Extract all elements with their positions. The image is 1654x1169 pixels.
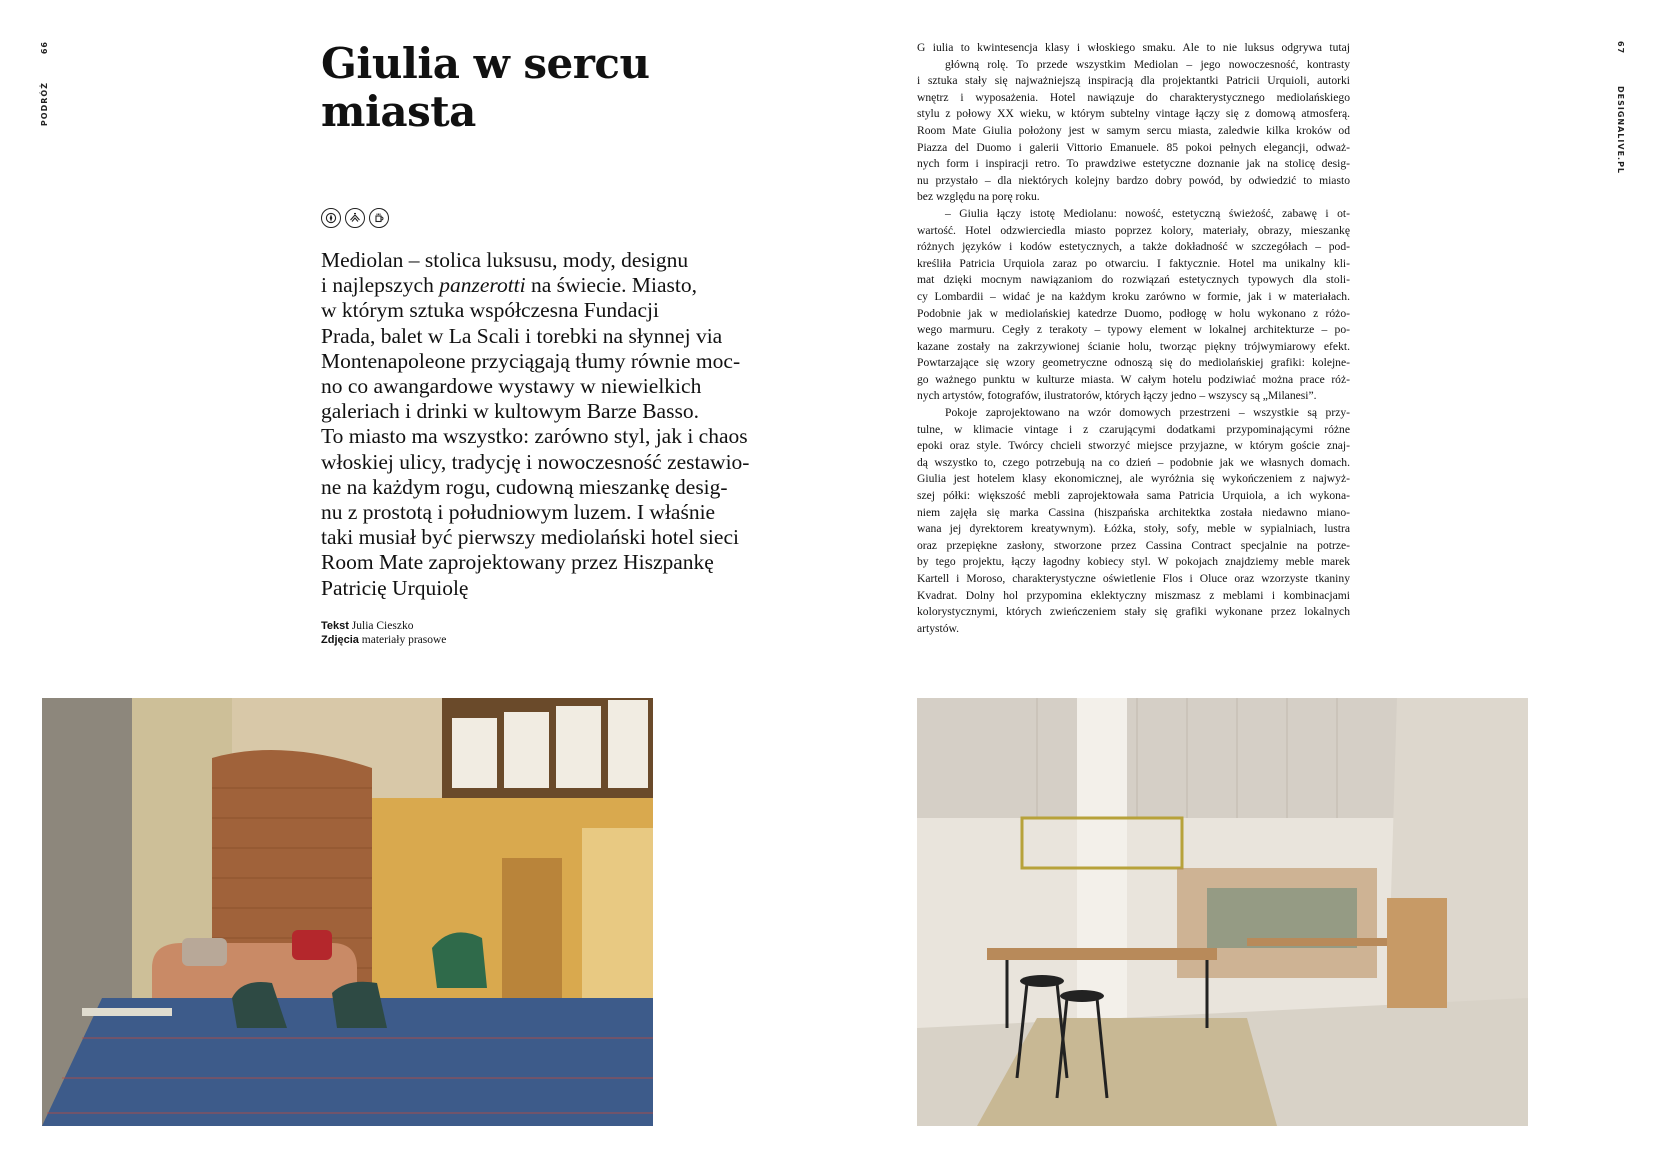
body-line: i sztuka stały się najważniejszą inspiracją dla projektantki Patricii Urquioli, autorki [917, 74, 1350, 88]
site-label: DESIGNALIVE.PL [1616, 86, 1625, 175]
category-icons [321, 208, 389, 228]
body-line: Kvadrat. Dolny hol przypomina eklektyczny miszmasz z meblami i kombinacjami [917, 588, 1350, 602]
article-title [321, 40, 650, 136]
body-line: niem zajęła się marka Cassina (hiszpańska architektka została niedawno miano- [917, 505, 1350, 519]
lead-line: Patricię Urquiolę [321, 575, 469, 600]
lead-line: nu z prostotą i południowym luzem. I właśnie [321, 500, 716, 525]
lead-line: galeriach i drinki w kultowym Barze Basso. [321, 399, 699, 424]
body-line: Powtarzające się wzory geometryczne odnoszą się do mediolańskiej grafiki: kolejne- [917, 356, 1350, 370]
page-number-right: 67 [1616, 41, 1625, 55]
body-line: wartość. Hotel odzwierciedla miasto poprzez kolory, materiały, obrazy, mieszankę [917, 223, 1350, 237]
body-line: mat dzięki mocnym nawiązaniom do rozwiązań estetycznych typowych dla stoli- [917, 273, 1350, 287]
body-line: różnych języków i kodów estetycznych, a także dokładność w szczegółach – pod- [917, 240, 1350, 254]
body-text [917, 40, 1350, 637]
body-line: główną rolę. To przede wszystkim Mediolan – jego nowoczesność, kontrasty [945, 57, 1350, 71]
coffee-icon [369, 208, 389, 228]
body-line: kolorystycznymi, których zwieńczeniem stały się grafiki wykonane przez lokalnych [917, 605, 1350, 619]
body-line: oraz przepiękne zasłony, stworzone przez Cassina Contract specjalnie na potrze- [917, 538, 1350, 552]
lead-line: w którym sztuka współczesna Fundacji [321, 298, 659, 323]
compass-icon [321, 208, 341, 228]
body-line: kreśliła Patricia Urquiola zaraz po otwarciu. I faktycznie. Hotel ma unikalny kli- [917, 256, 1350, 270]
body-line: wana jej dyrektorem kreatywnym). Łóżka, stoły, sofy, meble w sypialniach, lustra [917, 522, 1350, 536]
lead-line: no co awangardowe wystawy w niewielkich [321, 374, 702, 399]
lead-line: Mediolan – stolica luksusu, mody, designu [321, 248, 689, 272]
body-line: nych artystów, fotografów, ilustratorów, których łączy jedno – wszyscy są „Milanesi”. [917, 389, 1317, 403]
body-line: bez względu na porę roku. [917, 190, 1040, 204]
body-line: epoki oraz style. Twórcy chcieli stworzyć miejsce przyjazne, w którym goście znaj- [917, 439, 1350, 453]
lead-line: i najlepszych panzerotti na świecie. Miasto, [321, 273, 697, 298]
body-line: – Giulia łączy istotę Mediolanu: nowość, estetyczną świeżość, zabawę i ot- [945, 206, 1350, 220]
body-line: by tego projektu, łączy łagodny kobiecy styl. W pokojach znajdziemy meble marek [917, 555, 1350, 569]
body-line: cy Lombardii – widać je na każdym kroku zarówno w formie, jak i w materiałach. [917, 289, 1350, 303]
body-line: dą wszystko to, czego potrzebują na co dzień – podobnie jak we własnych domach. [917, 455, 1350, 469]
body-line: G iulia to kwintesencja klasy i włoskiego smaku. Ale to nie luksus odgrywa tutaj [917, 41, 1350, 54]
body-line: artystów. [917, 621, 960, 635]
credits [321, 619, 446, 647]
lead-line: taki musiał być pierwszy mediolański hotel sieci [321, 525, 739, 550]
body-line: Room Mate Giulia położony jest w samym sercu miasta, zaledwie kilka kroków od [917, 123, 1350, 137]
body-line: Piazza del Duomo i galerii Vittorio Emanuele. 85 pokoi pełnych elegancji, odważ- [917, 140, 1350, 154]
body-line: szej półki: większość mebli zaprojektowała sama Patricia Urquiola, a ich wykona- [917, 489, 1350, 503]
body-line: Pokoje zaprojektowano na wzór domowych przestrzeni – wszystkie są przy- [945, 406, 1350, 420]
body-line: tulne, w klimacie vintage i z czarującymi dodatkami przypominającymi różne [917, 422, 1350, 436]
body-line: nych form i inspiracji retro. To prawdziwe estetyczne doznanie jak na stolicę desig- [917, 157, 1350, 171]
lead-italic: panzerotti [439, 273, 526, 298]
credit-text: Tekst Julia Cieszko [321, 620, 414, 632]
photo-hotel-lobby [917, 698, 1528, 1126]
lead-line: Montenapoleone przyciągają tłumy równie moc- [321, 348, 741, 373]
body-line: stylu z połowy XX wieku, w którym subtelny vintage łączy się z domową atmosferą. [917, 107, 1350, 121]
body-line: nu przystało – dla niektórych kolejny bardzo dobry powód, by odwiedzić to miasto [917, 173, 1350, 187]
credit-photos: Zdjęcia materiały prasowe [321, 634, 447, 646]
lead-line: ne na każdym rogu, cudowną mieszankę desig- [321, 474, 728, 499]
layers-icon [345, 208, 365, 228]
body-line: wnętrz i wyposażenia. Hotel nawiązuje do charakterystycznego mediolańskiego [917, 90, 1350, 104]
lead-paragraph [321, 248, 750, 601]
body-line: go ważnego punktu w kulturze miasta. W całym hotelu podziwiać można prace róż- [917, 372, 1350, 386]
body-line: Kartell i Moroso, charakterystyczne oświetlenie Flos i Oluce oraz wzorzyste tkaniny [917, 572, 1350, 585]
body-line: Podobnie jak w mediolańskiej katedrze Duomo, podłogę w holu wykonano z różo- [917, 306, 1350, 320]
body-line: wego marmuru. Cegły z terakoty – typowy element w lokalnej architekturze – po- [917, 323, 1350, 337]
section-label: PODRÓŻ [40, 82, 49, 127]
title-line: miasta [321, 87, 476, 136]
body-line: Giulia jest hotelem klasy ekonomicznej, ale wyróżnia się wykończeniem z najwyż- [917, 472, 1350, 486]
title-line: Giulia w sercu [321, 39, 650, 88]
lead-line: Prada, balet w La Scali i torebki na słynnej via [321, 323, 723, 348]
lead-line: Room Mate zaprojektowany przez Hiszpankę [321, 550, 714, 575]
photo-hotel-lounge [42, 698, 653, 1126]
page-number-left: 66 [40, 41, 49, 55]
body-line: kazane zostały na zakrzywionej ścianie holu, tworząc piękny trójwymiarowy efekt. [917, 339, 1350, 353]
lead-line: włoskiej ulicy, tradycję i nowoczesność zestawio- [321, 449, 750, 474]
lead-line: To miasto ma wszystko: zarówno styl, jak i chaos [321, 424, 748, 449]
